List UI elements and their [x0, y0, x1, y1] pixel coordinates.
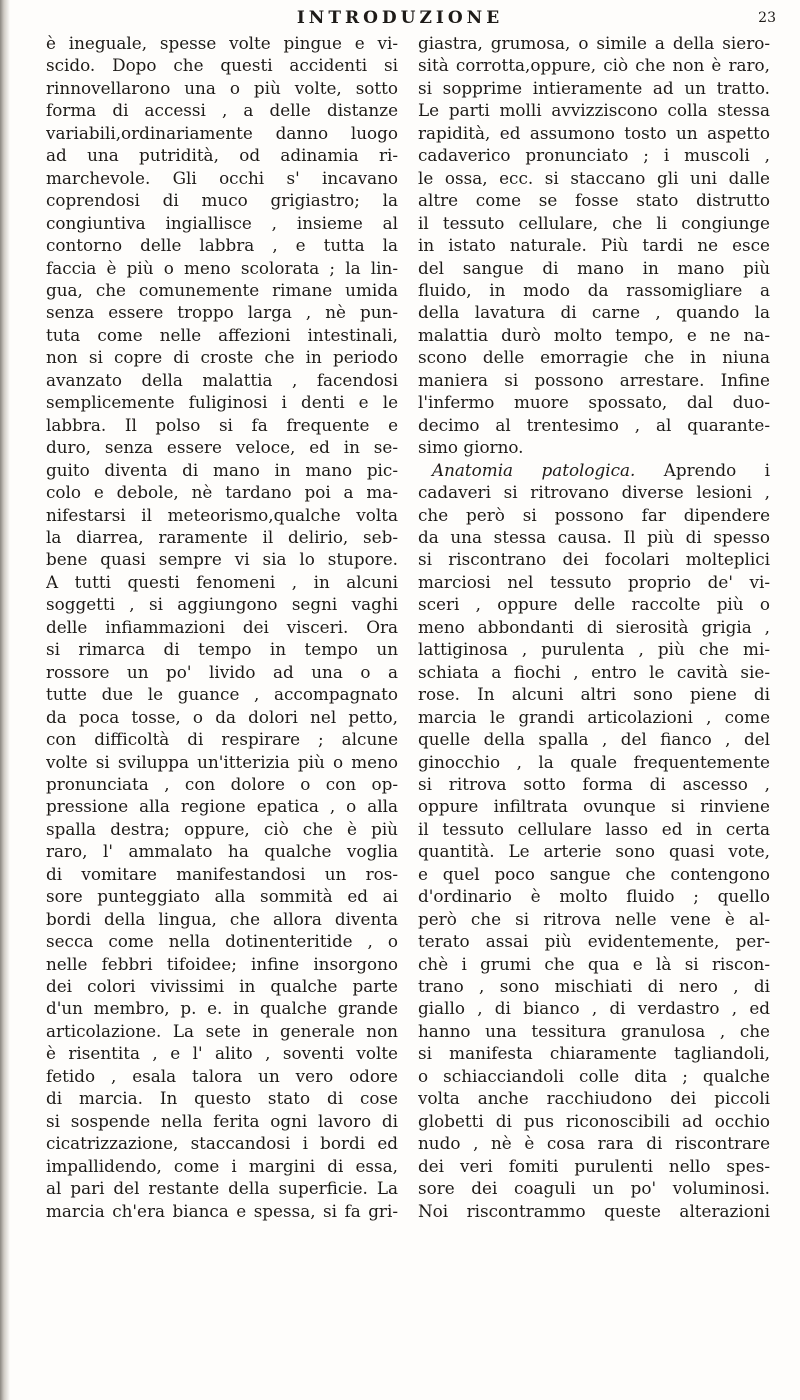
- text-line: cicatrizzazione, staccandosi i bordi ed: [46, 1133, 398, 1154]
- text-line: chè i grumi che qua e là si riscon-: [418, 953, 770, 974]
- anatomy-first-words: Aprendo i: [663, 459, 770, 480]
- text-line: delle infiammazioni dei visceri. Ora: [46, 616, 398, 637]
- text-line: nifestarsi il meteorismo,qualche volta: [46, 504, 398, 525]
- text-line: la diarrea, raramente il delirio, seb-: [46, 526, 398, 547]
- anatomy-heading: Anatomia patologica.: [432, 459, 636, 480]
- text-line: raro, l' ammalato ha qualche voglia: [46, 841, 398, 862]
- text-line: si riscontrano dei focolari molteplici: [418, 549, 770, 570]
- text-line: semplicemente fuliginosi i denti e le: [46, 392, 398, 413]
- text-line: marcia ch'era bianca e spessa, si fa gri-: [46, 1200, 398, 1221]
- text-line: cadaveri si ritrovano diverse lesioni ,: [418, 482, 770, 503]
- text-line: gua, che comunemente rimane umida: [46, 279, 398, 300]
- text-line: si manifesta chiaramente tagliandoli,: [418, 1043, 770, 1064]
- text-line: articolazione. La sete in generale non: [46, 1020, 398, 1041]
- text-line: quelle della spalla , del fianco , del: [418, 729, 770, 750]
- text-line: sore punteggiato alla sommità ed ai: [46, 886, 398, 907]
- text-line: altre come se fosse stato distrutto: [418, 190, 770, 211]
- text-line: scono delle emorragie che in niuna: [418, 347, 770, 368]
- text-line: senza essere troppo larga , nè pun-: [46, 302, 398, 323]
- text-line: con difficoltà di respirare ; alcune: [46, 729, 398, 750]
- text-line: scido. Dopo che questi accidenti si: [46, 55, 398, 76]
- text-line: dei colori vivissimi in qualche parte: [46, 976, 398, 997]
- text-line: si sospende nella ferita ogni lavoro di: [46, 1110, 398, 1131]
- text-line: duro, senza essere veloce, ed in se-: [46, 437, 398, 458]
- text-line: sceri , oppure delle raccolte più o: [418, 594, 770, 615]
- text-line: coprendosi di muco grigiastro; la: [46, 190, 398, 211]
- text-line: colo e debole, nè tardano poi a ma-: [46, 482, 398, 503]
- text-line: hanno una tessitura granulosa , che: [418, 1020, 770, 1041]
- text-line: secca come nella dotinenteritide , o: [46, 931, 398, 952]
- text-line: quantità. Le arterie sono quasi vote,: [418, 841, 770, 862]
- text-line: impallidendo, come i margini di essa,: [46, 1155, 398, 1176]
- text-line: che però si possono far dipendere: [418, 504, 770, 525]
- text-line: pressione alla regione epatica , o alla: [46, 796, 398, 817]
- text-line: si rimarca di tempo in tempo un: [46, 639, 398, 660]
- page-gutter-shadow: [0, 0, 10, 1400]
- text-line: al pari del restante della superficie. La: [46, 1178, 398, 1199]
- text-line: forma di accessi , a delle distanze: [46, 100, 398, 121]
- text-line: il tessuto cellulare lasso ed in certa: [418, 818, 770, 839]
- text-line: sore dei coaguli un po' voluminosi.: [418, 1178, 770, 1199]
- text-line: fluido, in modo da rassomigliare a: [418, 279, 770, 300]
- text-line: globetti di pus riconoscibili ad occhio: [418, 1110, 770, 1131]
- text-line: rose. In alcuni altri sono piene di: [418, 684, 770, 705]
- text-line: si sopprime intieramente ad un tratto.: [418, 77, 770, 98]
- text-line: è ineguale, spesse volte pingue e vi-: [46, 33, 398, 53]
- text-line: ginocchio , la quale frequentemente: [418, 751, 770, 772]
- text-line: del sangue di mano in mano più: [418, 257, 770, 278]
- text-line: guito diventa di mano in mano pic-: [46, 459, 398, 480]
- anatomy-section-line: [418, 459, 770, 481]
- left-text-column: [46, 32, 398, 1222]
- text-line: non si copre di croste che in periodo: [46, 347, 398, 368]
- text-line: labbra. Il polso si fa frequente e: [46, 414, 398, 435]
- text-line: giallo , di bianco , di verdastro , ed: [418, 998, 770, 1019]
- text-line: oppure infiltrata ovunque si rinviene: [418, 796, 770, 817]
- text-line: contorno delle labbra , e tutta la: [46, 235, 398, 256]
- text-line: faccia è più o meno scolorata ; la lin-: [46, 257, 398, 278]
- text-line: ad una putridità, od adinamia ri-: [46, 145, 398, 166]
- text-line: il tessuto cellulare, che li congiunge: [418, 212, 770, 233]
- text-line: soggetti , si aggiungono segni vaghi: [46, 594, 398, 615]
- text-line: decimo al trentesimo , al quarante-: [418, 414, 770, 435]
- text-line: e quel poco sangue che contengono: [418, 863, 770, 884]
- text-line: nelle febbri tifoidee; infine insorgono: [46, 953, 398, 974]
- text-line: fetido , esala talora un vero odore: [46, 1065, 398, 1086]
- running-title: INTRODUZIONE: [296, 8, 504, 28]
- text-line: da una stessa causa. Il più di spesso: [418, 526, 770, 547]
- text-line: nudo , nè è cosa rara di riscontrare: [418, 1133, 770, 1154]
- text-line: meno abbondanti di sierosità grigia ,: [418, 616, 770, 637]
- text-line: variabili,ordinariamente danno luogo: [46, 122, 398, 143]
- text-line: trano , sono mischiati di nero , di: [418, 976, 770, 997]
- text-line: cadaverico pronunciato ; i muscoli ,: [418, 145, 770, 166]
- text-line: si ritrova sotto forma di ascesso ,: [418, 773, 770, 794]
- text-line: avanzato della malattia , facendosi: [46, 369, 398, 390]
- text-line: rinnovellarono una o più volte, sotto: [46, 77, 398, 98]
- text-line: marcia le grandi articolazioni , come: [418, 706, 770, 727]
- text-line: d'un membro, p. e. in qualche grande: [46, 998, 398, 1019]
- text-line: lattiginosa , purulenta , più che mi-: [418, 639, 770, 660]
- text-line: è risentita , e l' alito , soventi volte: [46, 1043, 398, 1064]
- page-number: 23: [758, 10, 776, 26]
- text-line: sità corrotta,oppure, ciò che non è raro,: [418, 55, 770, 76]
- text-line: A tutti questi fenomeni , in alcuni: [46, 571, 398, 592]
- text-line: da poca tosse, o da dolori nel petto,: [46, 706, 398, 727]
- text-line: giastra, grumosa, o simile a della siero-: [418, 33, 770, 53]
- text-line: rossore un po' livido ad una o a: [46, 661, 398, 682]
- text-line: schiata a fiochi , entro le cavità sie-: [418, 661, 770, 682]
- text-line: l'infermo muore spossato, dal duo-: [418, 392, 770, 413]
- text-line: spalla destra; oppure, ciò che è più: [46, 818, 398, 839]
- text-line: simo giorno.: [418, 437, 524, 458]
- text-line: marchevole. Gli occhi s' incavano: [46, 167, 398, 188]
- text-line: bene quasi sempre vi sia lo stupore.: [46, 549, 398, 570]
- text-line: della lavatura di carne , quando la: [418, 302, 770, 323]
- text-line: dei veri fomiti purulenti nello spes-: [418, 1155, 770, 1176]
- right-text-column: [418, 32, 770, 1222]
- text-line: d'ordinario è molto fluido ; quello: [418, 886, 770, 907]
- text-line: volta anche racchiudono dei piccoli: [418, 1088, 770, 1109]
- text-line: le ossa, ecc. si staccano gli uni dalle: [418, 167, 770, 188]
- text-line: bordi della lingua, che allora diventa: [46, 908, 398, 929]
- text-line: rapidità, ed assumono tosto un aspetto: [418, 122, 770, 143]
- text-line: Noi riscontrammo queste alterazioni: [418, 1200, 770, 1221]
- text-line: però che si ritrova nelle vene è al-: [418, 908, 770, 929]
- text-line: di vomitare manifestandosi un ros-: [46, 863, 398, 884]
- text-line: malattia durò molto tempo, e ne na-: [418, 324, 770, 345]
- text-line: maniera si possono arrestare. Infine: [418, 369, 770, 390]
- text-line: pronunciata , con dolore o con op-: [46, 773, 398, 794]
- text-line: congiuntiva ingiallisce , insieme al: [46, 212, 398, 233]
- text-line: Le parti molli avvizziscono colla stessa: [418, 100, 770, 121]
- text-line: in istato naturale. Più tardi ne esce: [418, 235, 770, 256]
- text-line: marciosi nel tessuto proprio de' vi-: [418, 571, 770, 592]
- text-line: volte si sviluppa un'itterizia più o meno: [46, 751, 398, 772]
- text-line: terato assai più evidentemente, per-: [418, 931, 770, 952]
- text-line: tutte due le guance , accompagnato: [46, 684, 398, 705]
- text-line: o schiacciandoli colle dita ; qualche: [418, 1065, 770, 1086]
- text-line: tuta come nelle affezioni intestinali,: [46, 324, 398, 345]
- text-line: di marcia. In questo stato di cose: [46, 1088, 398, 1109]
